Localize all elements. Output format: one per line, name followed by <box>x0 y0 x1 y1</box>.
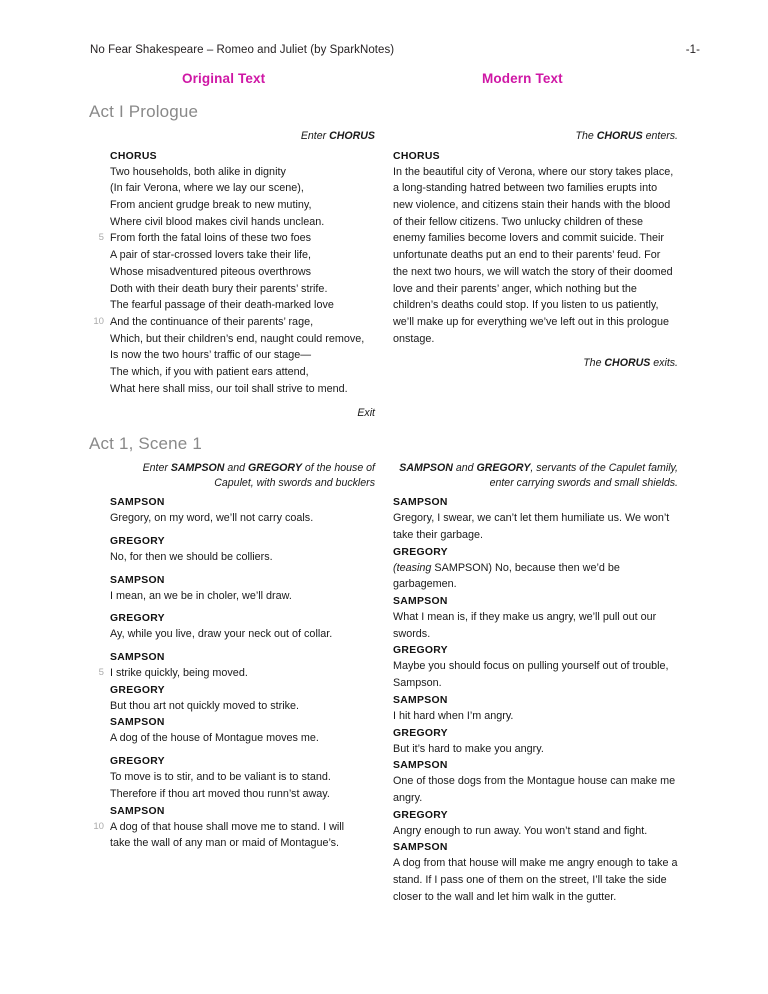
speech-block <box>393 547 678 593</box>
speech-prose <box>393 773 678 806</box>
verse-line-text: From forth the fatal loins of these two foes <box>110 232 312 245</box>
speech-prose-text: But it’s hard to make you angry. <box>393 742 544 755</box>
speech-block <box>90 613 375 643</box>
speaker-name: SAMPSON <box>393 760 448 772</box>
speech-prose <box>393 823 678 840</box>
verse-line <box>110 549 375 566</box>
verse-lines <box>90 665 375 682</box>
page-number: -1- <box>685 44 700 56</box>
prologue-modern-column <box>393 129 678 421</box>
speaker-name: GREGORY <box>393 645 448 657</box>
verse-line-text: Which, but their children’s end, naught could remove, <box>110 332 365 345</box>
speaker-name: GREGORY <box>393 546 448 558</box>
line-number: 5 <box>98 667 104 678</box>
verse-lines <box>90 819 375 852</box>
speaker-name: CHORUS <box>110 150 157 162</box>
speech-prose-text: Maybe you should focus on pulling yourself out of trouble, Sampson. <box>393 660 669 690</box>
speech-block <box>393 497 678 543</box>
verse-lines <box>90 769 375 802</box>
verse-line <box>110 180 375 197</box>
speech-prose-text: One of those dogs from the Montague house can make me angry. <box>393 775 676 804</box>
verse-line-text: What here shall miss, our toil shall strive to mend. <box>110 382 348 395</box>
stage-direction-enter-chorus <box>90 129 375 144</box>
speaker-name: SAMPSON <box>110 717 165 729</box>
column-captions <box>90 71 678 91</box>
verse-line-text: Therefore if thou art moved thou runn’st away. <box>110 787 330 800</box>
speech-block <box>90 756 375 802</box>
speaker-name: SAMPSON <box>393 694 448 706</box>
scene1-modern-column <box>393 461 678 908</box>
speaker-name: SAMPSON <box>110 652 165 663</box>
modern-text-caption: Modern Text <box>482 71 563 86</box>
verse-lines <box>90 626 375 643</box>
speech-prose-text: Gregory, I swear, we can’t let them humiliate us. We won’t take their garbage. <box>393 512 670 541</box>
verse-lines <box>90 698 375 715</box>
stage-direction-sampson-gregory-servants <box>393 461 678 490</box>
speech-prose <box>393 510 678 543</box>
verse-line <box>110 381 375 398</box>
speech-block <box>90 536 375 566</box>
stage-direction-tail: , servants of the Capulet family, enter carrying swords and small shields. <box>489 462 678 489</box>
speaker-name: GREGORY <box>110 535 165 547</box>
speech-prose-text: A dog from that house will make me angry enough to take a stand. If I pass one of them on the street, I’ll take the side closer to the wall and let him walk in the gutter. <box>393 857 678 903</box>
stage-direction-inline-target: SAMPSON) <box>431 561 493 574</box>
speech-block <box>393 728 678 758</box>
speech-block <box>393 645 678 691</box>
character-name-chorus: CHORUS <box>329 130 375 142</box>
verse-line-text: And the continuance of their parents’ rage, <box>110 315 314 328</box>
verse-line-text: take the wall of any man or maid of Montague’s. <box>110 837 340 850</box>
verse-line <box>98 230 375 247</box>
verse-line <box>110 786 375 803</box>
verse-line-text: A dog of that house shall move me to stand. I will <box>110 820 345 833</box>
verse-lines <box>90 588 375 605</box>
prologue-columns <box>90 129 678 421</box>
verse-line <box>110 331 375 348</box>
verse-line-text: Doth with their death bury their parents’ strife. <box>110 282 328 295</box>
stage-direction-chorus-enters <box>393 129 678 144</box>
verse-line-text: Ay, while you live, draw your neck out of collar. <box>110 628 333 641</box>
stage-direction-text-tail: enters. <box>642 130 678 142</box>
character-name-chorus: CHORUS <box>596 130 643 142</box>
speech-prose <box>393 609 678 642</box>
verse-line <box>110 214 375 231</box>
verse-line-text: A dog of the house of Montague moves me. <box>110 732 319 745</box>
verse-line <box>93 819 375 836</box>
character-name-sampson: SAMPSON <box>399 462 453 474</box>
stage-direction-text-tail: exits. <box>650 357 678 370</box>
verse-lines <box>90 549 375 566</box>
stage-direction-text: Enter <box>142 462 171 474</box>
verse-line <box>110 164 375 181</box>
scene1-columns <box>90 461 678 908</box>
verse-line-text: I mean, an we be in choler, we’ll draw. <box>110 589 292 602</box>
scene1-original-speeches <box>90 497 375 852</box>
verse-line-text: No, for then we should be colliers. <box>110 550 273 563</box>
verse-line-text: Is now the two hours’ traffic of our stage— <box>110 349 312 362</box>
verse-line <box>110 730 375 747</box>
line-number: 10 <box>93 315 104 327</box>
speech-block <box>90 497 375 527</box>
speech-block <box>393 695 678 725</box>
act-prologue-heading: Act I Prologue <box>89 102 199 121</box>
speaker-name: GREGORY <box>110 756 165 768</box>
verse-line-text: The fearful passage of their death-marked love <box>110 299 334 312</box>
verse-line <box>110 835 375 852</box>
document-title: No Fear Shakespeare – Romeo and Juliet (by SparkNotes) <box>90 44 395 56</box>
stage-direction-text: The <box>583 357 605 370</box>
verse-line <box>110 281 375 298</box>
verse-line <box>110 769 375 786</box>
verse-lines <box>90 510 375 527</box>
verse-line <box>110 698 375 715</box>
verse-line <box>110 197 375 214</box>
verse-lines <box>90 164 375 398</box>
speech-prose-text: No, because then we’d be garbagemen. <box>393 561 620 591</box>
line-number: 5 <box>98 232 104 244</box>
speech-prose <box>393 658 678 691</box>
verse-line-text: A pair of star-crossed lovers take their life, <box>110 249 312 262</box>
scene1-original-column <box>90 461 375 908</box>
speaker-name: SAMPSON <box>393 596 448 607</box>
scene1-modern-speeches <box>393 497 678 905</box>
speaker-name: CHORUS <box>393 150 440 162</box>
stage-direction-chorus-exits <box>393 356 678 371</box>
verse-lines <box>90 730 375 747</box>
verse-line-text: The which, if you with patient ears attend, <box>110 366 309 379</box>
speaker-name: GREGORY <box>393 727 448 739</box>
speaker-name: GREGORY <box>110 684 165 696</box>
verse-line-text: I strike quickly, being moved. <box>110 667 248 679</box>
speech-prose-text: What I mean is, if they make us angry, we’ll pull out our swords. <box>393 611 657 640</box>
verse-line <box>110 264 375 281</box>
speaker-name: SAMPSON <box>393 497 448 509</box>
verse-line <box>110 626 375 643</box>
stage-direction-exit: Exit <box>357 407 375 420</box>
character-name-chorus: CHORUS <box>604 357 651 370</box>
character-name-sampson: SAMPSON <box>170 462 225 474</box>
verse-line <box>93 314 375 331</box>
verse-line <box>110 510 375 527</box>
speaker-name: SAMPSON <box>110 805 165 817</box>
speech-prose <box>393 855 678 905</box>
verse-line-text: From ancient grudge break to new mutiny, <box>110 199 312 211</box>
verse-line <box>110 364 375 381</box>
verse-line-text: Whose misadventured piteous overthrows <box>110 265 312 278</box>
character-name-gregory: GREGORY <box>476 462 531 474</box>
speech-block <box>90 652 375 682</box>
verse-line-text: But thou art not quickly moved to strike. <box>110 699 300 712</box>
verse-line <box>110 588 375 605</box>
speaker-name: SAMPSON <box>110 574 165 586</box>
speech-block <box>393 151 678 348</box>
verse-line-text: Gregory, on my word, we’ll not carry coals. <box>110 512 314 525</box>
speech-block <box>90 685 375 715</box>
verse-line-text: To move is to stir, and to be valiant is to stand. <box>110 771 331 784</box>
character-name-gregory: GREGORY <box>247 462 302 474</box>
verse-line <box>110 347 375 364</box>
line-number: 10 <box>93 820 104 832</box>
speech-prose-text: I hit hard when I’m angry. <box>393 709 514 722</box>
speech-prose <box>393 560 678 593</box>
speech-prose <box>393 741 678 758</box>
verse-line-text: Where civil blood makes civil hands unclean. <box>110 215 325 228</box>
verse-line <box>110 297 375 314</box>
verse-line <box>110 247 375 264</box>
speech-block <box>90 806 375 852</box>
prologue-original-column <box>90 129 375 421</box>
speaker-name: GREGORY <box>110 613 165 625</box>
speaker-name: SAMPSON <box>110 497 165 509</box>
stage-direction-tail: of the house of Capulet, with swords and bucklers <box>214 462 375 489</box>
speech-block <box>90 151 375 398</box>
act1-scene1-heading: Act 1, Scene 1 <box>89 434 202 453</box>
speech-block <box>393 596 678 642</box>
stage-direction-text: The <box>575 130 597 142</box>
original-text-caption: Original Text <box>182 71 266 86</box>
stage-direction-inline: (teasing <box>393 561 432 574</box>
speech-block <box>393 810 678 840</box>
speech-prose: In the beautiful city of Verona, where our story takes place, a long-standing hatred between two families erupts into new violence, and citizens stain their hands with the blood of their fellow citizens. Two unlucky children of these enemy families become lovers and commit suicide. Their unfortunate deaths put an end to their parents’ feud. For the next two hours, we will watch the story of their doomed love and their parents’ anger, which nothing but the children’s deaths could stop. If you listen to us patiently, we’ll make up for everything we’ve left out in this prologue onstage. <box>393 165 674 345</box>
verse-line-text: Two households, both alike in dignity <box>110 165 286 178</box>
speech-block <box>393 760 678 806</box>
speech-block <box>90 575 375 605</box>
speech-prose <box>393 708 678 725</box>
speaker-name: GREGORY <box>393 809 448 821</box>
stage-direction-enter-sampson-gregory <box>90 461 375 490</box>
verse-line <box>98 665 375 682</box>
stage-direction-conjunction: and <box>452 462 477 474</box>
stage-direction-text: Enter <box>300 130 330 142</box>
speech-prose-text: Angry enough to run away. You won’t stand and fight. <box>393 824 648 837</box>
verse-line-text: (In fair Verona, where we lay our scene), <box>110 182 304 195</box>
running-header <box>90 44 700 56</box>
speech-block <box>90 717 375 747</box>
speech-block <box>393 842 678 905</box>
stage-direction-conjunction: and <box>224 462 248 474</box>
speaker-name: SAMPSON <box>393 842 448 854</box>
